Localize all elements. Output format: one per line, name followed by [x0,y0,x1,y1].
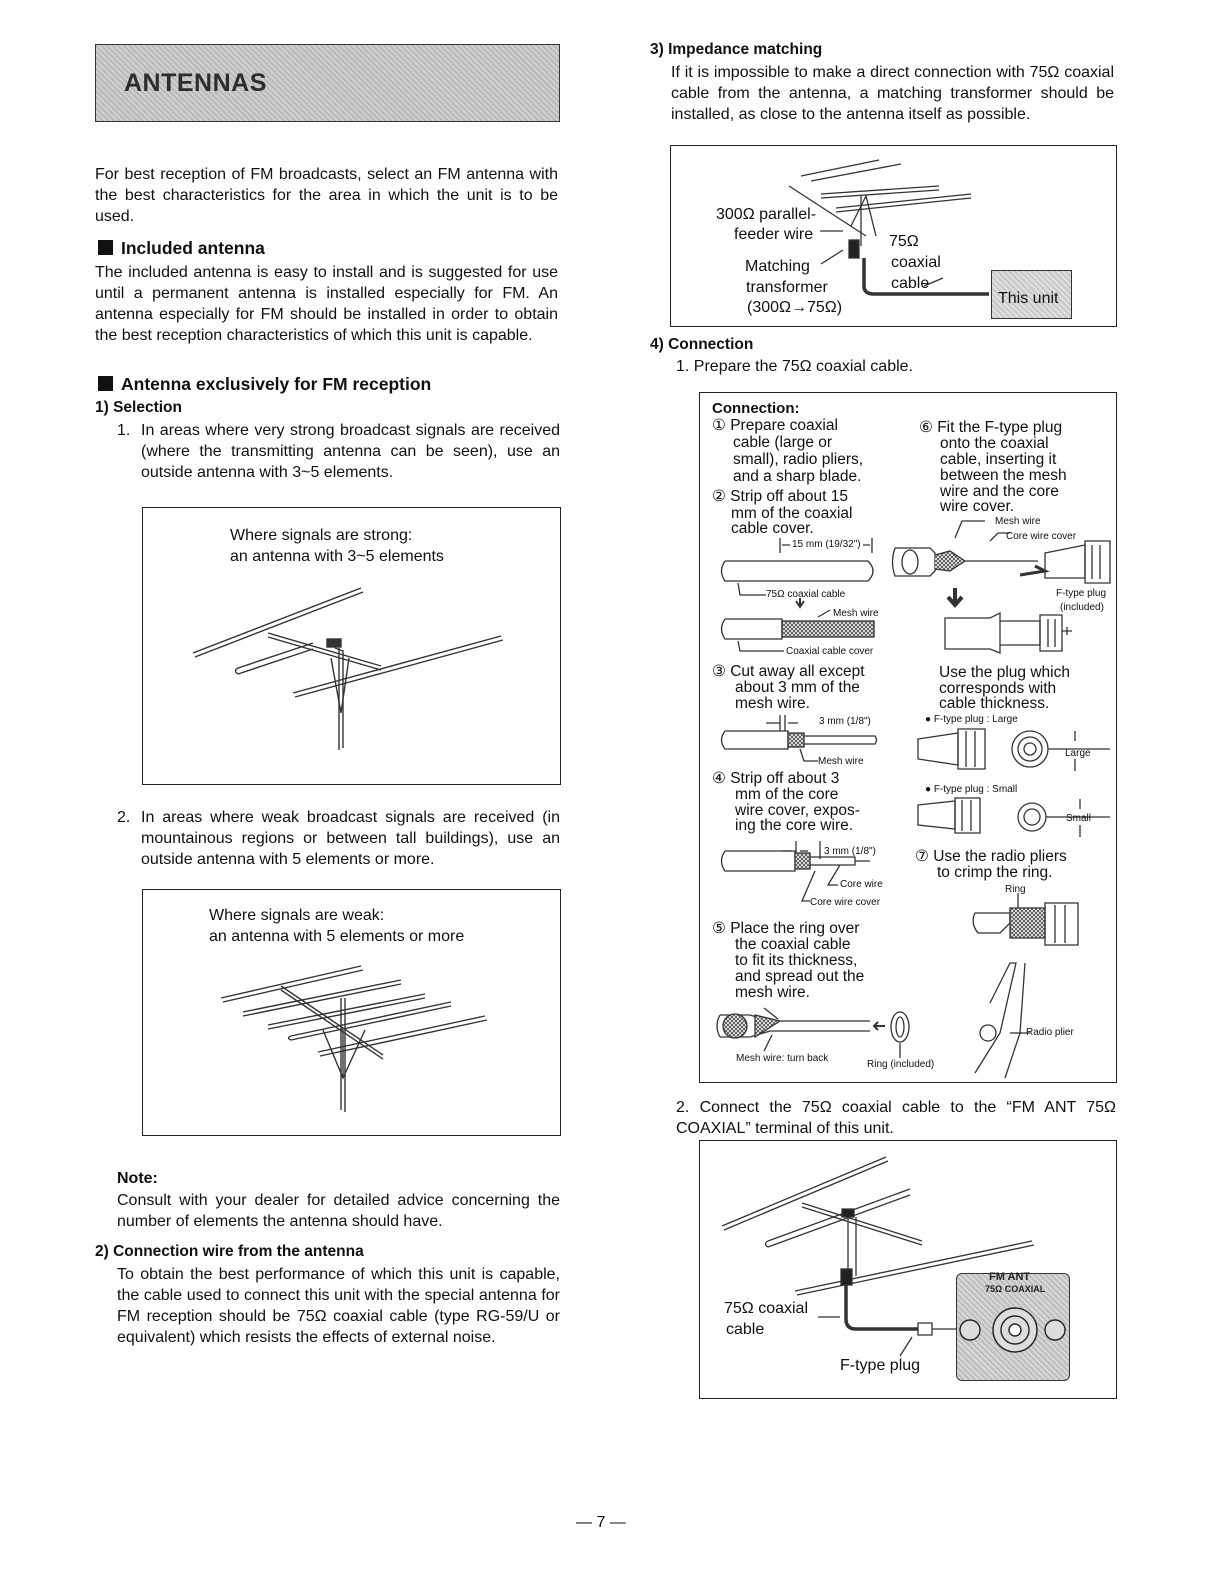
selection-item-1: In areas where very strong broadcast signals are received (where the transmitting antenna can be seen), use an outside antenna with 3~5 elements. [141,422,560,481]
plug-note-2: corresponds with [939,680,1057,697]
item-number: 2. [117,809,131,826]
step-6-line-3: cable, inserting it [940,451,1057,468]
step-4-line-1: ④ Strip off about 3 [712,770,840,787]
label-core-wire-cover: Core wire cover [810,897,881,908]
final-coax-label-2: cable [726,1321,765,1338]
connection-figure [699,392,1117,1083]
coax-label-2: coaxial [891,254,941,271]
dim-15mm: 15 mm (19/32") [792,539,861,550]
step-7-line-1: ⑦ Use the radio pliers [915,848,1067,865]
title-banner [95,44,560,122]
label-small-plug: ● F-type plug : Small [925,784,1018,795]
label-f-plug-2: (included) [1060,602,1104,613]
note-label: Note: [117,1170,158,1187]
label-large: Large [1065,748,1091,759]
intro-text: For best reception of FM broadcasts, select an FM antenna with the best characteristics for the area in which the unit is to be used. [95,166,558,225]
feeder-label-2: feeder wire [734,226,814,243]
step-2-line-1: ② Strip off about 15 [712,488,848,505]
feeder-label-1: 300Ω parallel- [716,206,817,223]
step-6-line-6: wire cover. [940,498,1015,515]
label-radio-plier: Radio plier [1026,1027,1074,1038]
note-text: Consult with your dealer for detailed advice concerning the number of elements the antenna should have. [117,1192,560,1230]
label-mesh-wire-3: Mesh wire [995,516,1041,527]
terminal-label-2: 75Ω COAXIAL [985,1284,1046,1294]
bullet-square-icon [98,376,113,391]
label-ring-included: Ring (included) [867,1059,935,1070]
strong-caption-2: an antenna with 3~5 elements [230,548,444,565]
page-number: — 7 — [576,1514,626,1531]
label-small: Small [1066,813,1092,824]
impedance-figure [670,145,1117,327]
label-75-coaxial-cable: 75Ω coaxial cable [766,589,846,600]
step-3-line-3: mesh wire. [735,695,810,712]
label-mesh-wire-2: Mesh wire [818,756,864,767]
match-label-2: transformer [746,279,828,296]
step-6-line-1: ⑥ Fit the F-type plug [919,419,1063,436]
label-f-plug-1: F-type plug [1056,588,1107,599]
final-coax-label-1: 75Ω coaxial [724,1300,809,1317]
three-element-antenna-icon [143,508,560,784]
step-5-line-5: mesh wire. [735,984,810,1001]
coax-label-3: cable [891,275,930,292]
connection-heading: 4) Connection [650,336,754,353]
bullet-square-icon [98,240,113,255]
step-2-line-2: mm of the coaxial [731,505,853,522]
label-turn-back: Mesh wire: turn back [736,1053,829,1064]
step-7-line-2: to crimp the ring. [937,864,1053,881]
page-title: ANTENNAS [124,69,267,97]
step-3-line-2: about 3 mm of the [735,679,860,696]
step-3-line-1: ③ Cut away all except [712,663,865,680]
step-1-line-4: and a sharp blade. [733,468,862,485]
strong-caption-1: Where signals are strong: [230,527,413,544]
step-5-line-4: and spread out the [735,968,865,985]
step-1-line-2: cable (large or [733,434,833,451]
label-mesh-wire: Mesh wire [833,608,879,619]
connection-box-title: Connection: [712,400,800,417]
step-5-line-2: the coaxial cable [735,936,851,953]
weak-caption-1: Where signals are weak: [209,907,385,924]
match-label-3: (300Ω→75Ω) [747,299,843,316]
coaxial-terminal-icon[interactable] [957,1274,1069,1380]
final-connection-figure [699,1140,1117,1399]
step-4-line-3: wire cover, expos- [735,802,860,819]
plug-note-3: cable thickness. [939,695,1050,712]
impedance-text: If it is impossible to make a direct connection with 75Ω coaxial cable from the antenna, a matching transformer should be installed, as close to the antenna itself as possible. [671,64,1114,123]
step-1-line-1: ① Prepare coaxial [712,417,838,434]
dim-3mm: 3 mm (1/8") [819,716,871,727]
plug-note-1: Use the plug which [939,664,1070,681]
step-4-line-4: ing the core wire. [735,817,854,834]
label-ring: Ring [1005,884,1026,895]
wire-text: To obtain the best performance of which this unit is capable, the cable used to connect this unit with the special antenna for FM reception should be 75Ω coaxial cable (type RG-59/U or equivalent) which resists the effects of external noise. [117,1266,560,1346]
item-number: 1. [117,422,131,439]
connection-step-1: 1. Prepare the 75Ω coaxial cable. [676,358,913,375]
exclusive-heading: Antenna exclusively for FM reception [98,374,431,395]
step-2-line-3: cable cover. [731,520,814,537]
included-heading: Included antenna [98,238,265,259]
weak-caption-2: an antenna with 5 elements or more [209,928,465,945]
selection-item-2: In areas where weak broadcast signals are received (in mountainous regions or between tall buildings), use an outside antenna with 5 elements or more. [141,809,560,868]
connection-step-2: 2. Connect the 75Ω coaxial cable to the “FM ANT 75Ω COAXIAL” terminal of this unit. [676,1099,1116,1137]
strong-antenna-figure [142,507,561,785]
step-1-line-3: small), radio pliers, [733,451,864,468]
step-5-line-1: ⑤ Place the ring over [712,920,860,937]
dim-3mm-b: 3 mm (1/8") [824,846,876,857]
step-5-line-3: to fit its thickness, [735,952,858,969]
weak-antenna-figure [142,889,561,1136]
this-unit-label: This unit [998,290,1059,307]
match-label-1: Matching [745,258,810,275]
final-fplug-label: F-type plug [840,1357,921,1374]
step-6-line-4: between the mesh [940,467,1067,484]
label-core-wire: Core wire [840,879,883,890]
label-coaxial-cover: Coaxial cable cover [786,646,874,657]
label-large-plug: ● F-type plug : Large [925,714,1018,725]
fm-ant-terminal-panel [956,1273,1070,1381]
impedance-heading: 3) Impedance matching [650,41,823,58]
wire-heading: 2) Connection wire from the antenna [95,1243,364,1260]
label-core-wire-cover-2: Core wire cover [1006,531,1077,542]
coax-label-1: 75Ω [889,233,919,250]
terminal-label-1: FM ANT [989,1271,1031,1283]
five-element-antenna-icon [143,890,560,1135]
this-unit-block [991,270,1072,319]
step-4-line-2: mm of the core [735,786,839,803]
included-text: The included antenna is easy to install and is suggested for use until a permanent antenna is installed especially for FM. An antenna especially for FM should be installed in order to obtain the best reception characteristics of which this unit is capable. [95,264,558,344]
selection-heading: 1) Selection [95,399,182,416]
step-6-line-2: onto the coaxial [940,435,1049,452]
step-6-line-5: wire and the core [940,483,1059,500]
